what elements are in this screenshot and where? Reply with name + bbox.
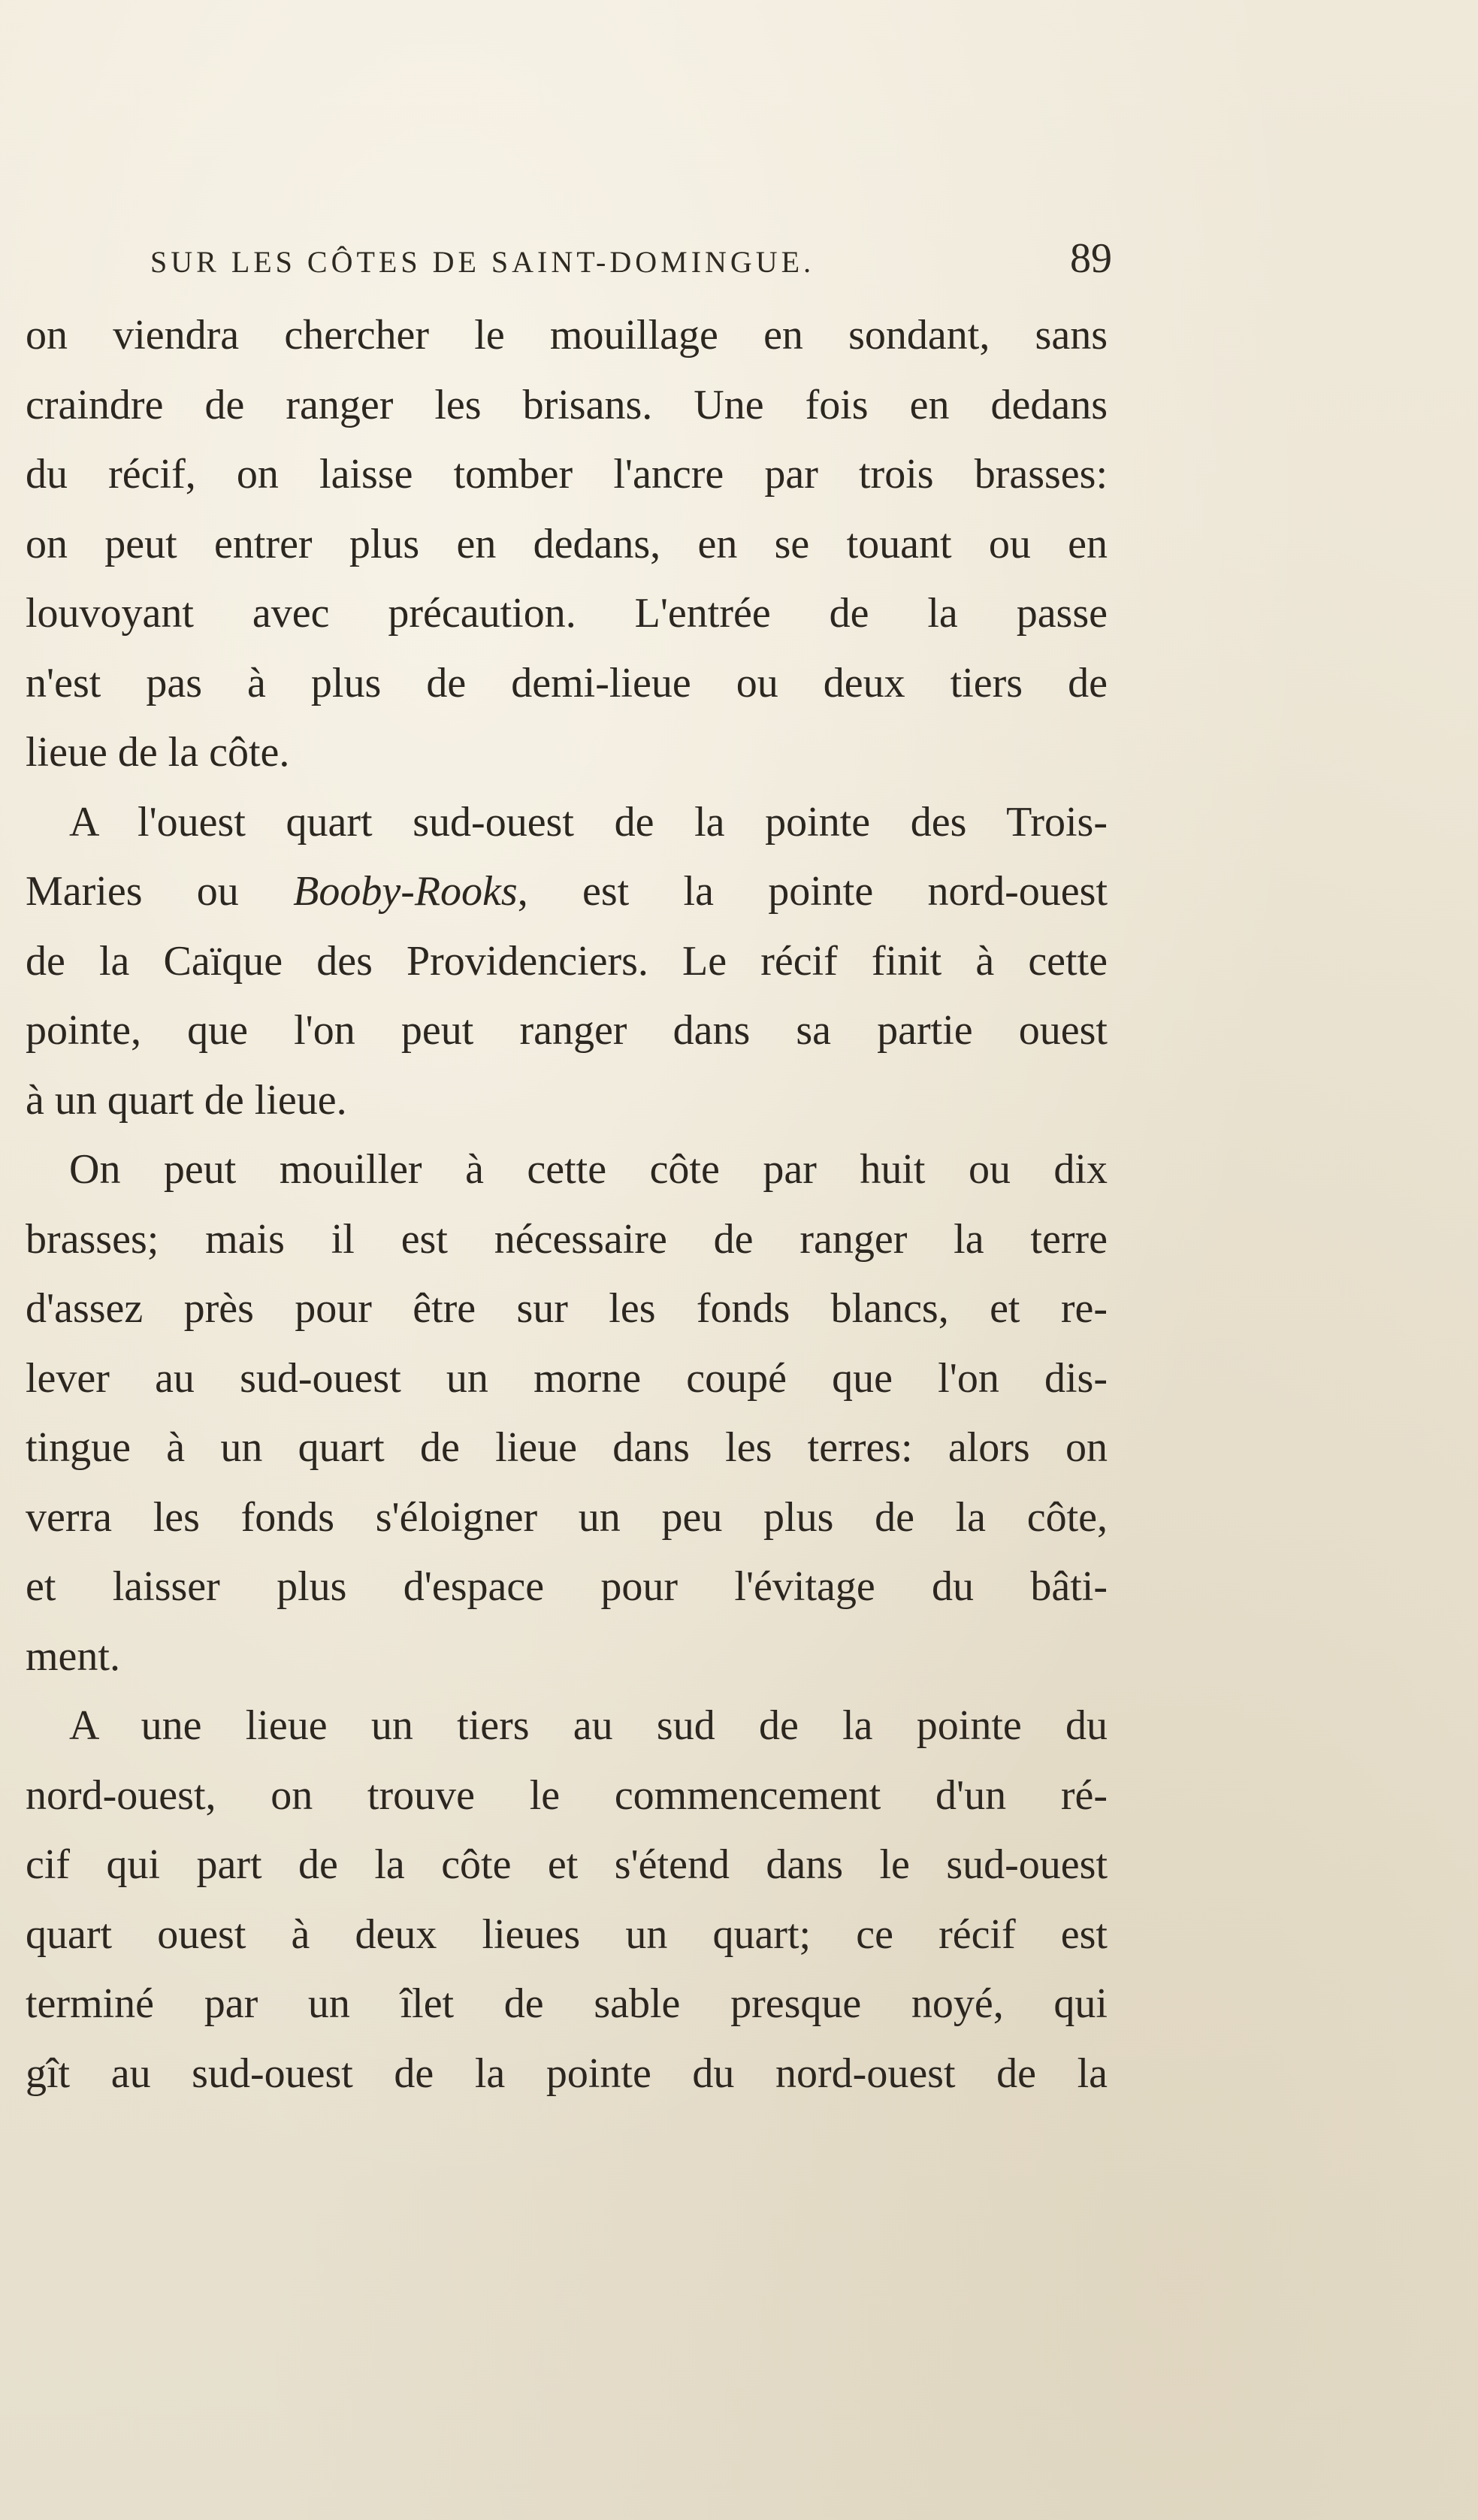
text-line: On peut mouiller à cette côte par huit ou dix bbox=[69, 1146, 1108, 1193]
text-line: on viendra chercher le mouillage en sondant, sans bbox=[26, 312, 1108, 358]
line-rest: , est la pointe nord-ouest bbox=[517, 868, 1108, 915]
text-line: d'assez près pour être sur les fonds blancs, et re- bbox=[26, 1285, 1108, 1332]
text-line: nord-ouest, on trouve le commencement d'un ré- bbox=[26, 1771, 1108, 1819]
text-line: de la Caïque des Providenciers. Le récif finit à cette bbox=[26, 937, 1108, 985]
text-line: quart ouest à deux lieues un quart; ce récif est bbox=[26, 1910, 1108, 1958]
text-line: A l'ouest quart sud-ouest de la pointe des Trois- bbox=[69, 798, 1108, 846]
text-line-with-italic bbox=[26, 857, 1108, 927]
text-line: louvoyant avec précaution. L'entrée de la passe bbox=[26, 590, 1108, 637]
text-line: pointe, que l'on peut ranger dans sa partie ouest bbox=[26, 1007, 1108, 1054]
page-number: 89 bbox=[1070, 235, 1112, 282]
text-line: cif qui part de la côte et s'étend dans le sud-ouest bbox=[26, 1841, 1108, 1888]
body-text bbox=[26, 301, 1108, 2108]
paragraph-2 bbox=[26, 788, 1108, 1136]
text-line: lever au sud-ouest un morne coupé que l'on dis- bbox=[26, 1354, 1108, 1402]
text-line: on peut entrer plus en dedans, en se touant ou en bbox=[26, 520, 1108, 567]
text-line: craindre de ranger les brisans. Une fois en dedans bbox=[26, 381, 1108, 428]
paragraph-1 bbox=[26, 301, 1108, 788]
text-line: n'est pas à plus de demi-lieue ou deux tiers de bbox=[26, 659, 1108, 706]
text-line: brasses; mais il est nécessaire de ranger la terre bbox=[26, 1215, 1108, 1263]
line-start: Maries ou bbox=[26, 868, 239, 915]
paragraph-3 bbox=[26, 1135, 1108, 1691]
text-line: du récif, on laisse tomber l'ancre par trois brasses: bbox=[26, 451, 1108, 498]
text-line: terminé par un îlet de sable presque noyé, qui bbox=[26, 1980, 1108, 2027]
text-line: verra les fonds s'éloigner un peu plus de la côte, bbox=[26, 1493, 1108, 1541]
text-line: à un quart de lieue. bbox=[26, 1076, 347, 1124]
text-line: gît au sud-ouest de la pointe du nord-ouest de la bbox=[26, 2050, 1108, 2097]
text-line: ment. bbox=[26, 1632, 120, 1680]
italic-place-name: Booby-Rooks bbox=[293, 868, 518, 915]
running-head bbox=[150, 234, 1112, 287]
text-line: et laisser plus d'espace pour l'évitage du bâti- bbox=[26, 1563, 1108, 1610]
text-line: A une lieue un tiers au sud de la pointe du bbox=[69, 1702, 1108, 1749]
text-line: tingue à un quart de lieue dans les terres: alors on bbox=[26, 1424, 1108, 1471]
text-line: lieue de la côte. bbox=[26, 729, 290, 776]
running-title: SUR LES CÔTES DE SAINT-DOMINGUE. bbox=[150, 245, 815, 279]
paragraph-4 bbox=[26, 1691, 1108, 2108]
